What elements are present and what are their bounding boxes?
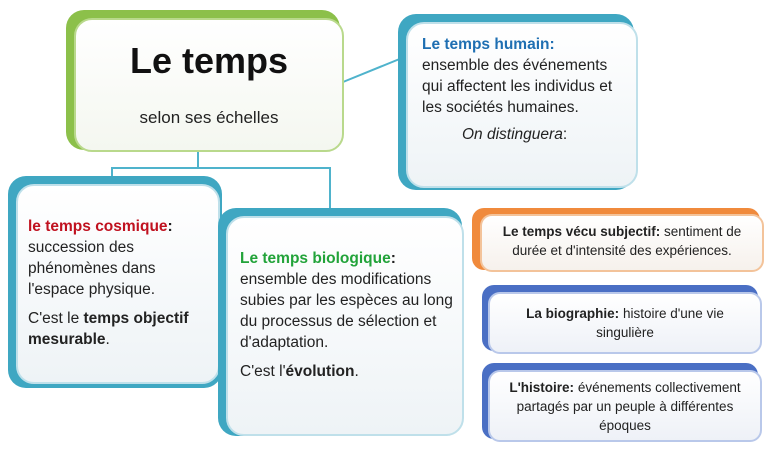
cosmic-text: succession des phénomènes dans l'espace physique.: [28, 239, 156, 298]
bio-bold: évolution: [285, 363, 355, 380]
cosmic-line2-pre: C'est le: [28, 310, 84, 327]
biological-time-box: [226, 216, 464, 436]
history-box: [488, 370, 762, 442]
bio-line2-pre: C'est l': [240, 363, 286, 380]
human-colon: :: [549, 36, 555, 53]
cosmic-colon: :: [167, 218, 173, 235]
bio-text: ensemble des modifications subies par les espèces au long du processus de sélection et d'adaptation.: [240, 271, 453, 351]
lived-time-box: [480, 214, 764, 272]
title-text: Le temps: [129, 40, 289, 81]
bio-colon: :: [390, 250, 396, 267]
human-note-colon: :: [562, 126, 568, 143]
lived-heading: Le temps vécu subjectif:: [502, 224, 661, 239]
biography-text: histoire d'une vie singulière: [596, 306, 724, 340]
biography-heading: La biographie:: [526, 306, 620, 321]
connector-title-human: [343, 58, 402, 82]
lived-text: sentiment de durée et d'intensité des expériences.: [512, 224, 742, 258]
cosmic-line2-post: .: [105, 331, 110, 348]
cosmic-time-box: [16, 184, 220, 384]
history-heading: L'histoire:: [509, 380, 575, 395]
title-box: [74, 18, 344, 152]
human-text: ensemble des événements qui affectent les individus et les sociétés humaines.: [422, 57, 613, 116]
history-text: événements collectivement partagés par un peuple à différentes époques: [516, 380, 741, 433]
subtitle-text: selon ses échelles: [139, 108, 279, 127]
bio-heading: Le temps biologique: [240, 250, 391, 267]
cosmic-heading: le temps cosmique: [28, 218, 168, 235]
human-time-box: [406, 22, 638, 188]
bio-line2-post: .: [354, 363, 359, 380]
biography-box: [488, 292, 762, 354]
cosmic-bold: temps objectif mesurable: [28, 310, 189, 348]
human-heading: Le temps humain: [422, 36, 550, 53]
human-note: On distinguera: [462, 126, 563, 143]
